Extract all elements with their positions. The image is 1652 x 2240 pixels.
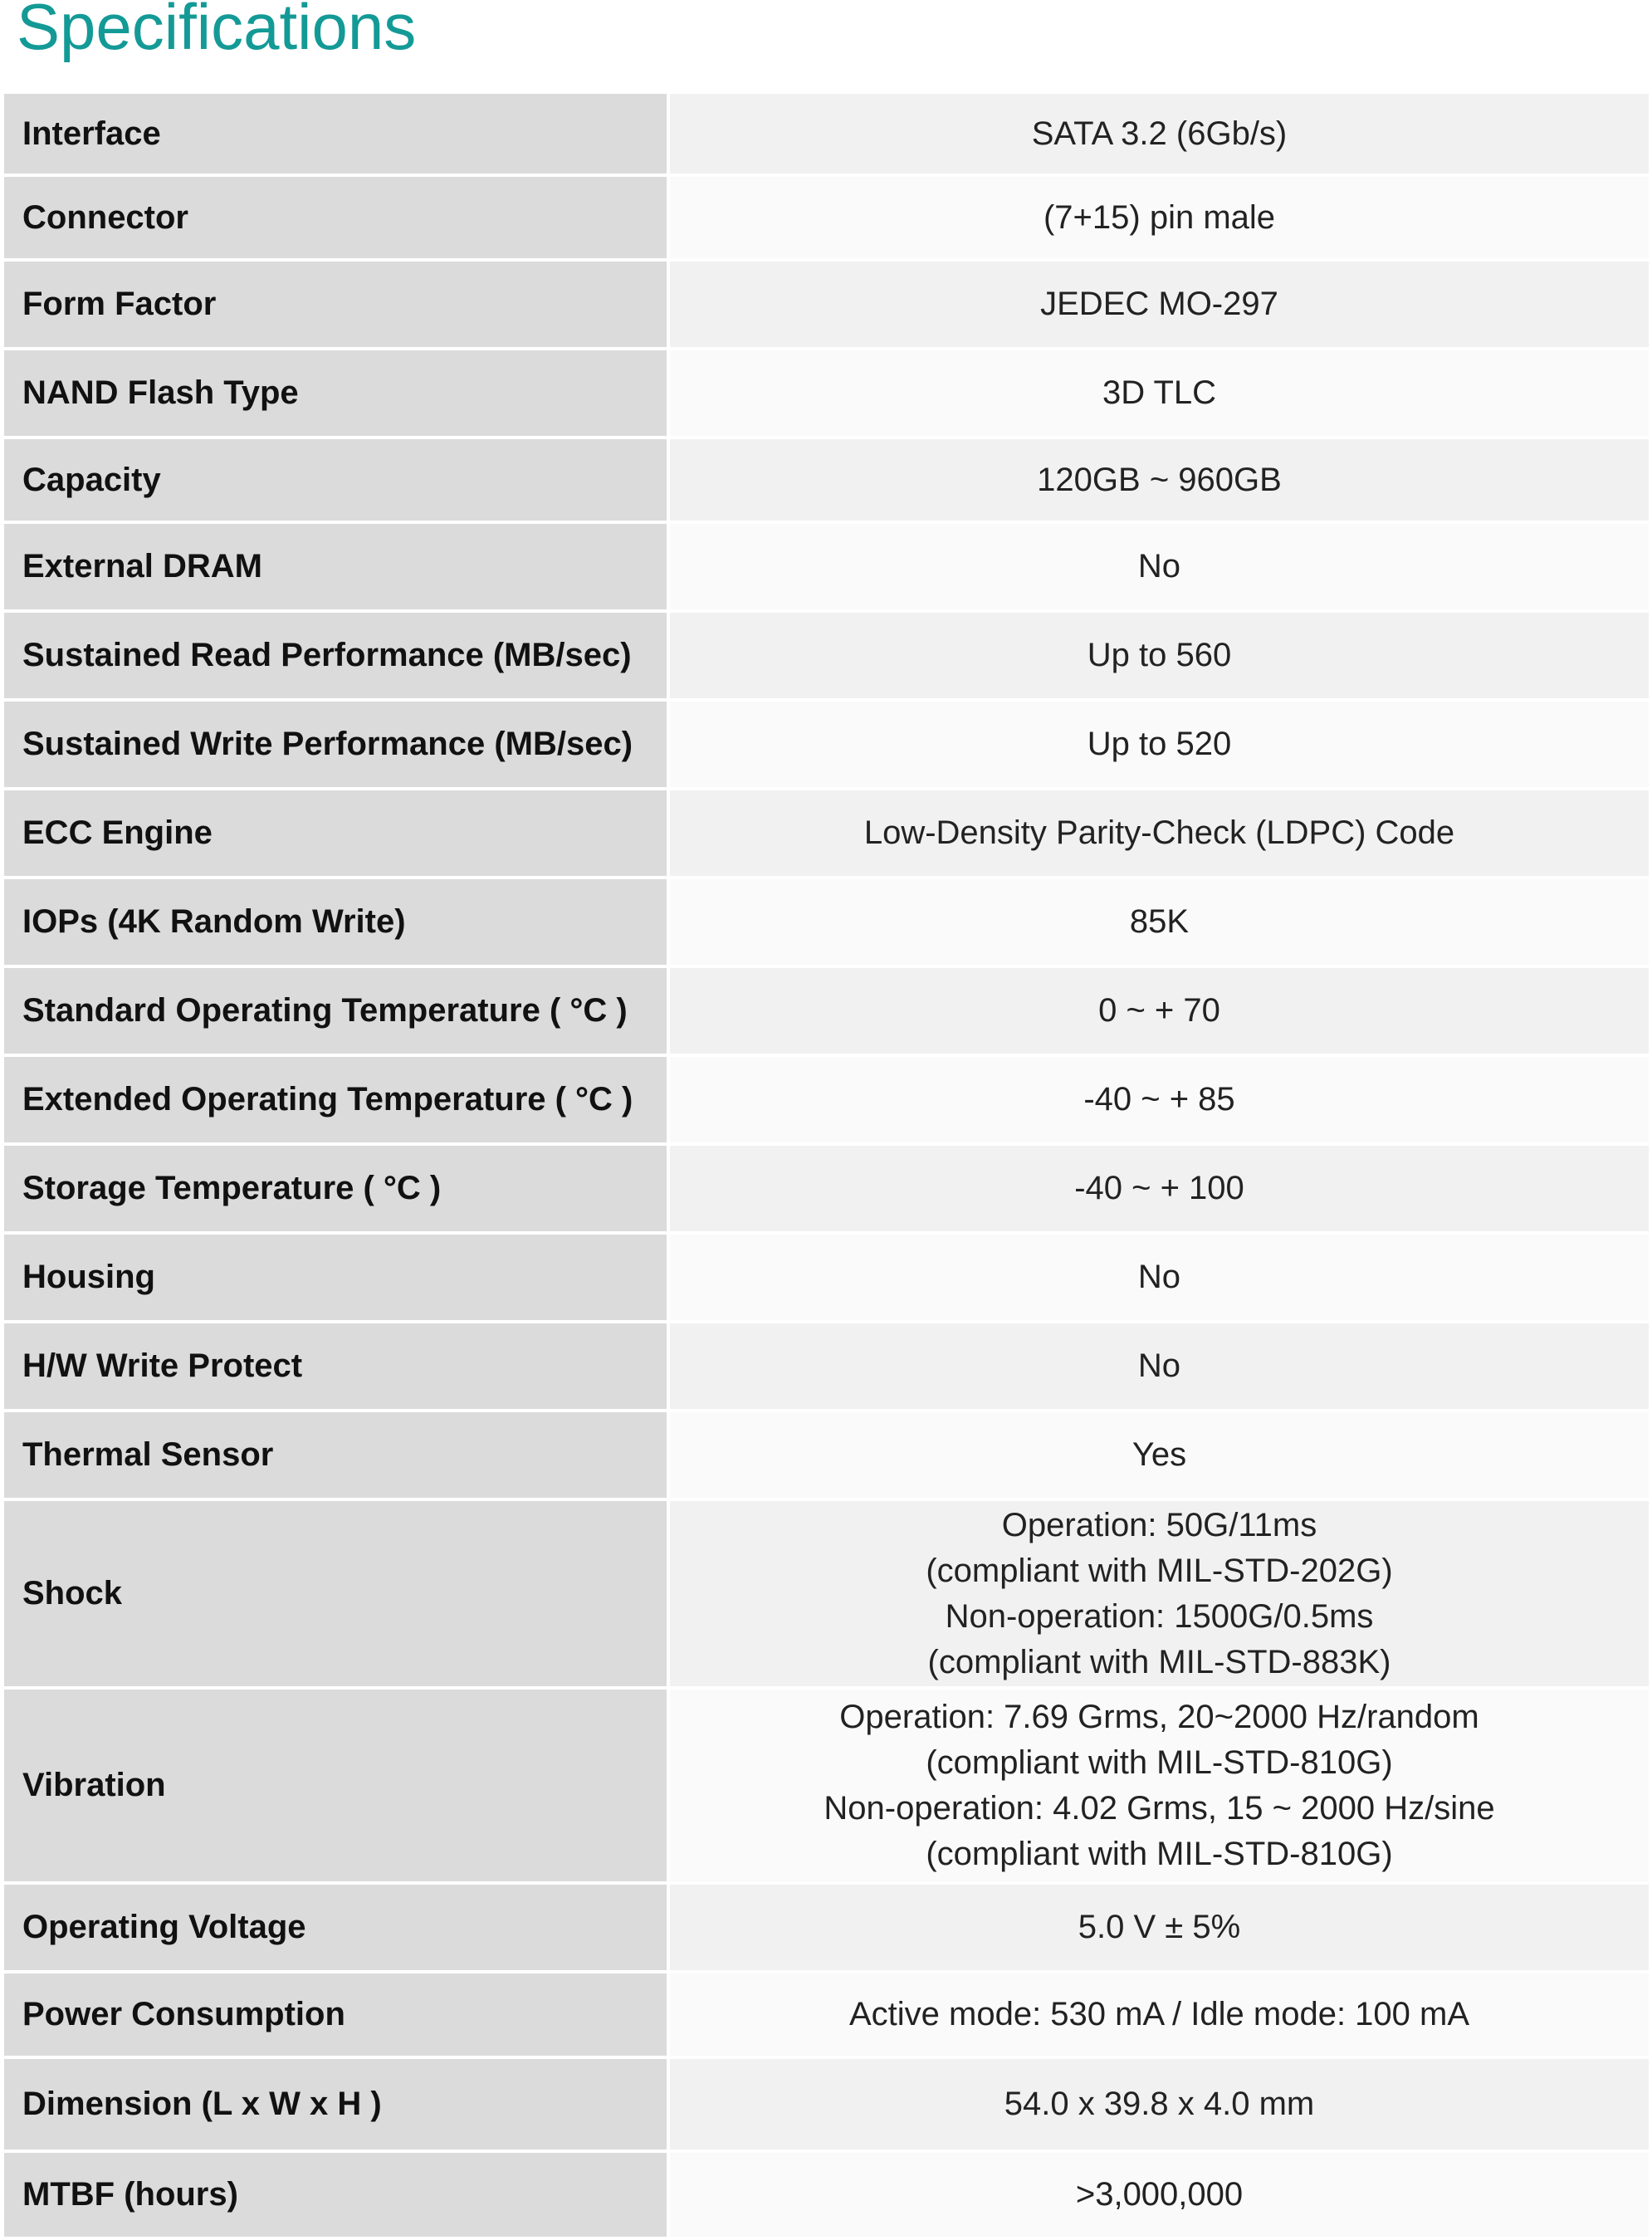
spec-row — [4, 1411, 1649, 1499]
spec-value-line: Non-operation: 1500G/0.5ms — [945, 1597, 1374, 1635]
spec-label: IOPs (4K Random Write) — [4, 878, 668, 966]
spec-row — [4, 789, 1649, 878]
spec-label: ECC Engine — [4, 789, 668, 878]
spec-label: Power Consumption — [4, 1972, 668, 2057]
spec-row — [4, 1972, 1649, 2057]
spec-label: Capacity — [4, 438, 668, 522]
spec-value-line: Up to 520 — [1087, 726, 1232, 762]
spec-row — [4, 349, 1649, 438]
spec-row — [4, 966, 1649, 1055]
spec-label: Shock — [4, 1499, 668, 1688]
spec-label: Storage Temperature ( °C ) — [4, 1144, 668, 1233]
spec-label: Dimension (L x W x H ) — [4, 2057, 668, 2151]
spec-label: Vibration — [4, 1688, 668, 1883]
spec-value — [668, 1322, 1649, 1411]
spec-label: Sustained Write Performance (MB/sec) — [4, 700, 668, 789]
spec-value — [668, 878, 1649, 966]
spec-value-line: Non-operation: 4.02 Grms, 15 ~ 2000 Hz/sine — [824, 1789, 1495, 1827]
spec-row — [4, 1322, 1649, 1411]
spec-value — [668, 2057, 1649, 2151]
spec-value-line: >3,000,000 — [1075, 2176, 1244, 2213]
spec-value-line: 54.0 x 39.8 x 4.0 mm — [1004, 2086, 1315, 2122]
spec-label: Extended Operating Temperature ( °C ) — [4, 1055, 668, 1144]
spec-value-line: -40 ~ + 100 — [1074, 1170, 1244, 1206]
spec-value — [668, 789, 1649, 878]
spec-value-line: SATA 3.2 (6Gb/s) — [1031, 115, 1288, 152]
spec-value-line: Low-Density Parity-Check (LDPC) Code — [863, 814, 1455, 851]
spec-label: Interface — [4, 94, 668, 175]
spec-value-line: (compliant with MIL-STD-810G) — [926, 1835, 1393, 1872]
spec-value — [668, 611, 1649, 700]
spec-label: Housing — [4, 1233, 668, 1322]
spec-value — [668, 175, 1649, 260]
spec-value-line: 5.0 V ± 5% — [1078, 1909, 1241, 1945]
spec-row — [4, 1883, 1649, 1972]
spec-row — [4, 1055, 1649, 1144]
spec-label: Operating Voltage — [4, 1883, 668, 1972]
spec-row — [4, 260, 1649, 349]
spec-row — [4, 1688, 1649, 1883]
spec-value-line: (compliant with MIL-STD-883K) — [927, 1643, 1391, 1680]
spec-row — [4, 2151, 1649, 2238]
spec-row — [4, 1233, 1649, 1322]
spec-label: Standard Operating Temperature ( °C ) — [4, 966, 668, 1055]
spec-value — [668, 1883, 1649, 1972]
spec-row — [4, 175, 1649, 260]
spec-value — [668, 1972, 1649, 2057]
spec-value — [668, 966, 1649, 1055]
spec-label: External DRAM — [4, 522, 668, 611]
spec-value — [668, 1144, 1649, 1233]
spec-value-line: 0 ~ + 70 — [1098, 992, 1220, 1029]
spec-value — [668, 1688, 1649, 1883]
spec-label: H/W Write Protect — [4, 1322, 668, 1411]
spec-row — [4, 438, 1649, 522]
spec-row — [4, 522, 1649, 611]
spec-value-line: JEDEC MO-297 — [1040, 286, 1278, 322]
spec-value-line: No — [1137, 548, 1181, 584]
specifications-table-body — [4, 94, 1649, 2238]
spec-value-line: 85K — [1129, 903, 1190, 940]
spec-row — [4, 611, 1649, 700]
spec-value — [668, 260, 1649, 349]
spec-value — [668, 438, 1649, 522]
spec-label: Connector — [4, 175, 668, 260]
spec-label: Form Factor — [4, 260, 668, 349]
spec-value-line: Operation: 7.69 Grms, 20~2000 Hz/random — [839, 1698, 1479, 1735]
spec-value-line: (compliant with MIL-STD-202G) — [926, 1552, 1393, 1589]
spec-label: Sustained Read Performance (MB/sec) — [4, 611, 668, 700]
page-title: Specifications — [17, 0, 417, 63]
spec-value — [668, 1411, 1649, 1499]
spec-value-line: Active mode: 530 mA / Idle mode: 100 mA — [848, 1996, 1470, 2032]
spec-label: MTBF (hours) — [4, 2151, 668, 2238]
spec-value-line: (compliant with MIL-STD-810G) — [926, 1744, 1393, 1781]
spec-value — [668, 522, 1649, 611]
spec-row — [4, 700, 1649, 789]
spec-value-line: Up to 560 — [1087, 637, 1232, 673]
spec-label: Thermal Sensor — [4, 1411, 668, 1499]
spec-value — [668, 349, 1649, 438]
spec-row — [4, 1499, 1649, 1688]
spec-value — [668, 1055, 1649, 1144]
spec-value-line: Yes — [1131, 1436, 1187, 1473]
spec-value-line: (7+15) pin male — [1043, 198, 1276, 236]
spec-value — [668, 1499, 1649, 1688]
spec-value-line: -40 ~ + 85 — [1083, 1081, 1235, 1118]
spec-label: NAND Flash Type — [4, 349, 668, 438]
spec-value — [668, 700, 1649, 789]
spec-row — [4, 1144, 1649, 1233]
spec-value — [668, 2151, 1649, 2238]
spec-row — [4, 2057, 1649, 2151]
spec-value-line: Operation: 50G/11ms — [1001, 1506, 1317, 1543]
spec-value-line: 3D TLC — [1102, 374, 1217, 411]
spec-value-line: 120GB ~ 960GB — [1037, 461, 1282, 498]
spec-row — [4, 878, 1649, 966]
spec-row — [4, 94, 1649, 175]
spec-value-line: No — [1137, 1259, 1181, 1295]
spec-value-line: No — [1137, 1347, 1181, 1384]
spec-value — [668, 94, 1649, 175]
specifications-table — [4, 94, 1649, 2240]
spec-value — [668, 1233, 1649, 1322]
